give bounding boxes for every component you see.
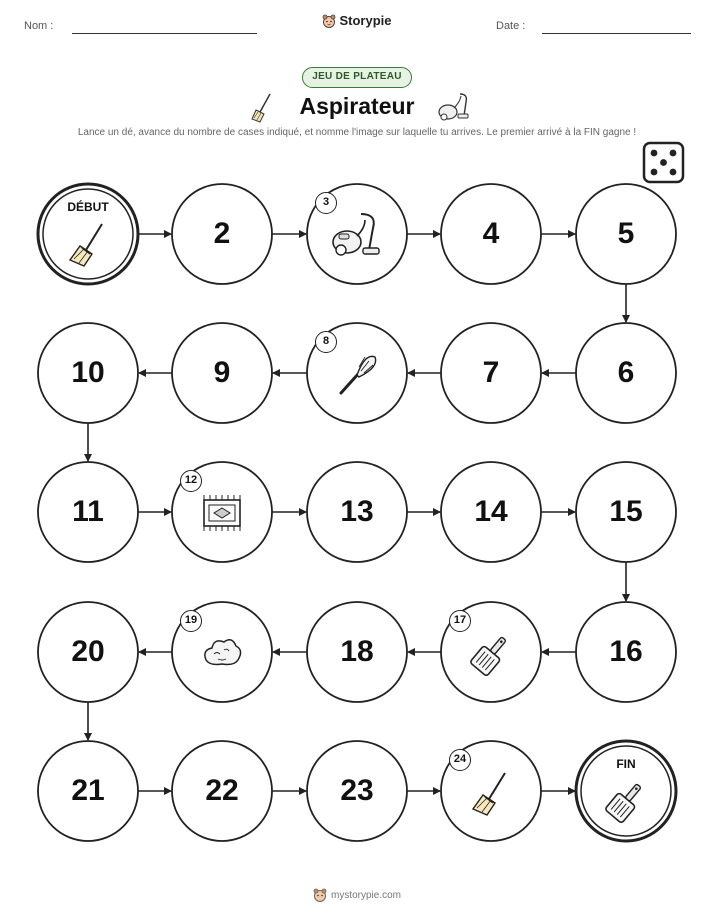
game-type-badge: JEU DE PLATEAU	[302, 67, 412, 88]
cell-number-badge: 8	[315, 331, 337, 353]
name-label: Nom :	[24, 20, 54, 32]
brand-name: Storypie	[339, 13, 392, 28]
cell-number-badge: 17	[449, 610, 471, 632]
cell-number-badge: 3	[315, 192, 337, 214]
date-label: Date :	[496, 20, 526, 32]
cell-number: 20	[71, 635, 105, 668]
cell-number: 2	[213, 217, 231, 250]
cell-number: 18	[340, 635, 374, 668]
cell-number-badge: 24	[449, 749, 471, 771]
cell-number: 9	[213, 356, 231, 389]
dice-icon	[644, 143, 683, 182]
footer-site[interactable]: mystorypie.com	[330, 889, 401, 901]
cell-number: 4	[482, 217, 500, 250]
cell-number-badge: 19	[180, 610, 202, 632]
cell-number: 22	[205, 774, 239, 807]
board-cell-end[interactable]	[576, 741, 676, 841]
start-label: DÉBUT	[67, 200, 109, 214]
cell-number-badge: 12	[180, 470, 202, 492]
cell-number: 13	[340, 495, 374, 528]
cell-number: 15	[609, 495, 643, 528]
cell-number: 14	[474, 495, 508, 528]
board-cell-start[interactable]	[38, 184, 138, 284]
cell-number: 11	[72, 495, 104, 528]
footer-logo-icon	[313, 888, 327, 902]
rug-icon	[204, 495, 240, 531]
cell-number: 10	[71, 356, 105, 389]
cell-number: 21	[71, 774, 105, 807]
footer	[0, 888, 714, 905]
end-label: FIN	[616, 757, 636, 771]
instructions: Lance un dé, avance du nombre de cases indiqué, et nomme l'image sur laquelle tu arrives. Le premier arrivé à la FIN gagne !	[77, 127, 637, 138]
cell-number: 7	[482, 356, 500, 389]
page-title: Aspirateur	[299, 93, 415, 119]
cell-number: 5	[617, 217, 635, 250]
cell-number: 6	[617, 356, 635, 389]
cell-number: 16	[609, 635, 643, 668]
cell-number: 23	[340, 774, 374, 807]
